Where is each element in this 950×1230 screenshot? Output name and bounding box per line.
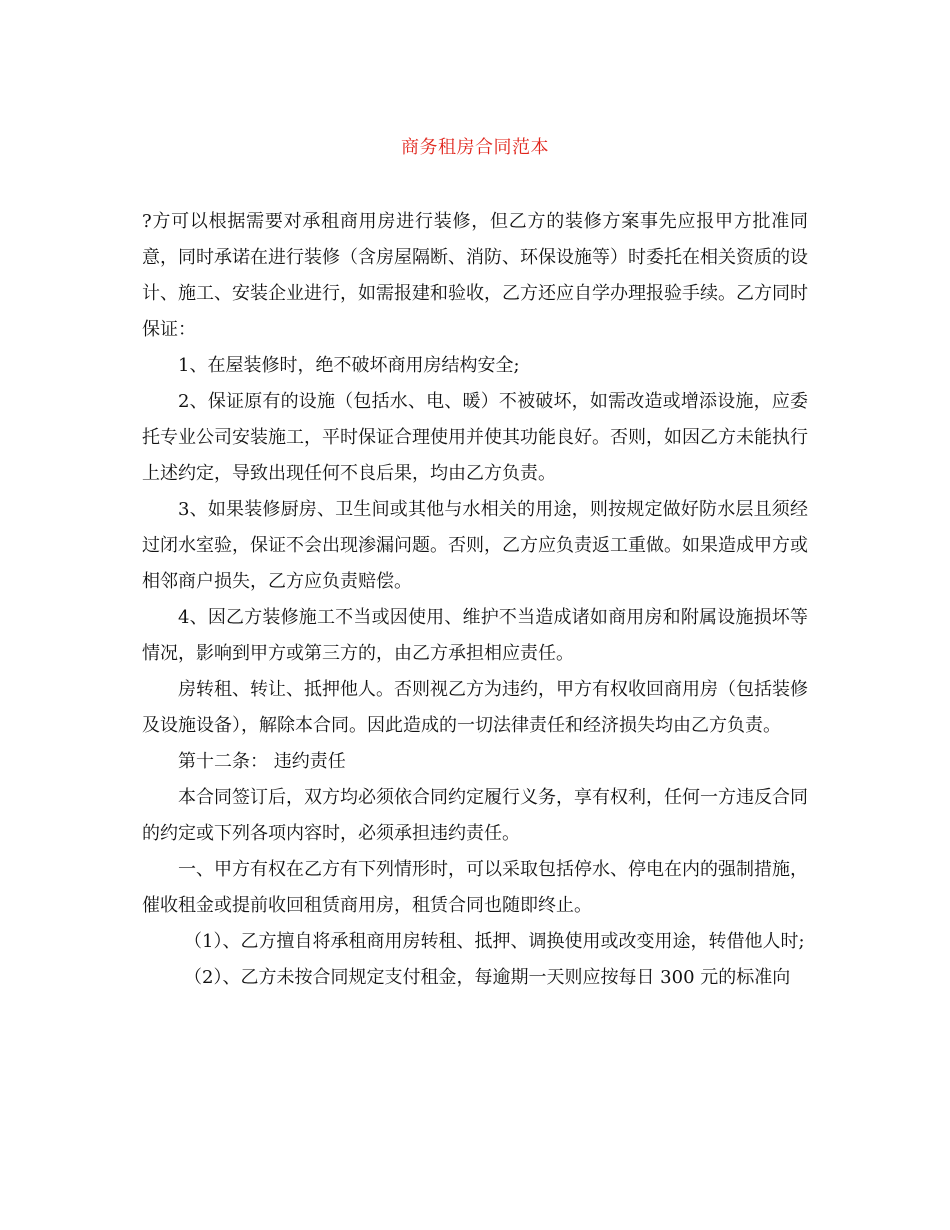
list-item: （1）、乙方擅自将承租商用房转租、抵押、调换使用或改变用途，转借他人时;	[184, 931, 805, 952]
paragraph: 4、因乙方装修施工不当或因使用、维护不当造成诸如商用房和附属设施损坏等情况，影响到甲方或第三方的，由乙方承担相应责任。	[142, 607, 808, 664]
list-item: （2）、乙方未按合同规定支付租金，每逾期一天则应按每日 300 元的标准向	[184, 967, 791, 988]
paragraph: 1、在屋装修时，绝不破坏商用房结构安全;	[178, 355, 520, 376]
document-body	[142, 204, 808, 996]
paragraph: 2、保证原有的设施（包括水、电、暖）不被破坏，如需改造或增添设施，应委托专业公司安装施工，平时保证合理使用并使其功能良好。否则，如因乙方未能执行上述约定，导致出现任何不良后果，均由乙方负责。	[142, 391, 808, 484]
paragraph: ?方可以根据需要对承租商用房进行装修，但乙方的装修方案事先应报甲方批准同意，同时承诺在进行装修（含房屋隔断、消防、环保设施等）时委托在相关资质的设计、施工、安装企业进行，如需报建和验收，乙方还应自学办理报验手续。乙方同时保证：	[142, 211, 808, 340]
section-heading: 第十二条： 违约责任	[178, 751, 346, 772]
paragraph: 一、甲方有权在乙方有下列情形时，可以采取包括停水、停电在内的强制措施，催收租金或提前收回租赁商用房，租赁合同也随即终止。	[142, 859, 808, 916]
paragraph: 房转租、转让、抵押他人。否则视乙方为违约，甲方有权收回商用房（包括装修及设施设备），解除本合同。因此造成的一切法律责任和经济损失均由乙方负责。	[142, 679, 808, 736]
document-title: 商务租房合同范本	[401, 137, 549, 158]
paragraph: 本合同签订后，双方均必须依合同约定履行义务，享有权利，任何一方违反合同的约定或下列各项内容时，必须承担违约责任。	[142, 787, 808, 844]
paragraph: 3、如果装修厨房、卫生间或其他与水相关的用途，则按规定做好防水层且须经过闭水室验，保证不会出现渗漏问题。否则，乙方应负责返工重做。如果造成甲方或相邻商户损失，乙方应负责赔偿。	[142, 499, 808, 592]
